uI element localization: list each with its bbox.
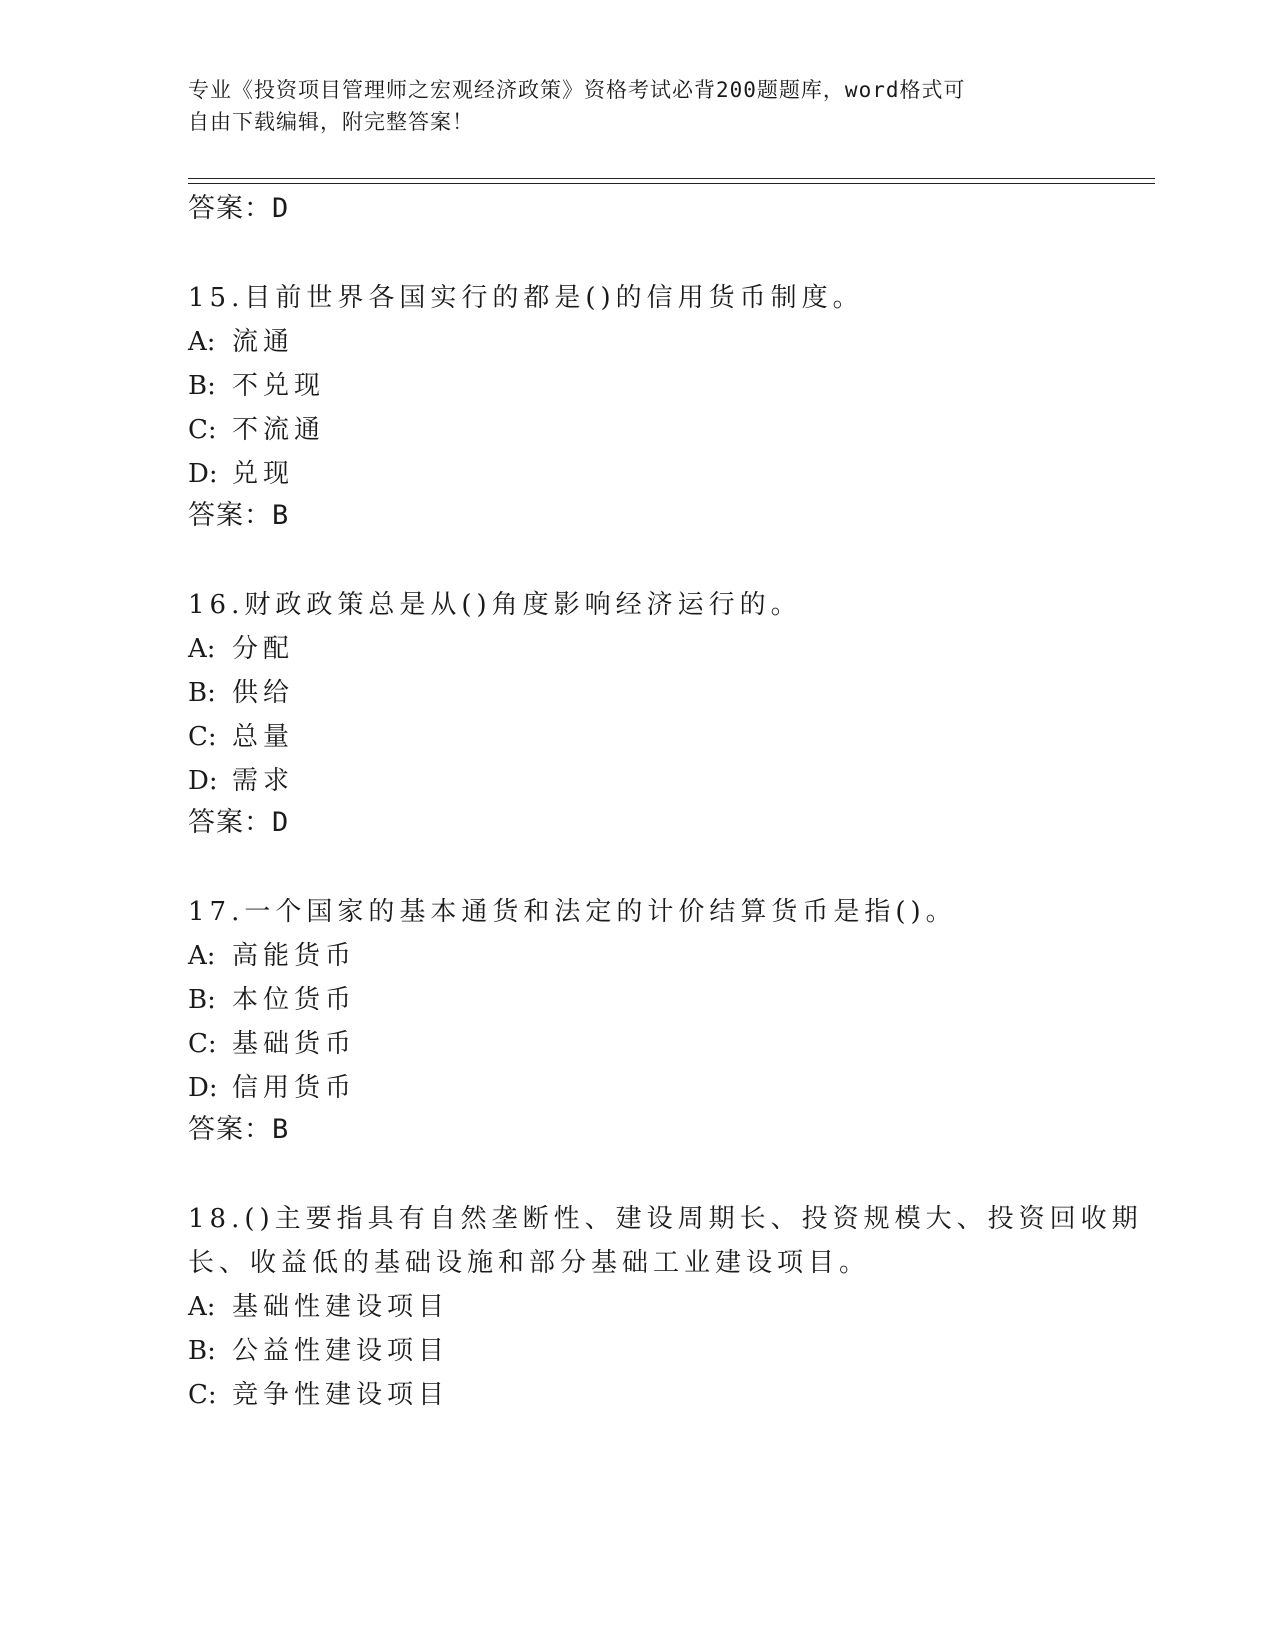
option-c — [188, 413, 325, 447]
option-b — [188, 676, 294, 710]
header-line-1: 专业《投资项目管理师之宏观经济政策》资格考试必背200题题库，word格式可 — [188, 78, 966, 102]
option-a — [188, 325, 294, 359]
answer: 答案：B — [188, 1114, 290, 1145]
option-text: 不流通 — [232, 415, 326, 445]
option-text: 竞争性建设项目 — [232, 1380, 450, 1410]
header-line-2: 自由下载编辑，附完整答案！ — [188, 110, 474, 134]
header-divider-bottom — [188, 183, 1155, 184]
option-text: 分配 — [232, 634, 295, 664]
question-stem: 16.财政政策总是从()角度影响经济运行的。 — [188, 590, 802, 620]
option-text: 流通 — [232, 327, 295, 357]
option-key: D: — [188, 1073, 218, 1103]
option-c — [188, 1027, 356, 1061]
header-divider-top — [188, 178, 1155, 179]
option-text: 兑现 — [232, 459, 295, 489]
option-key: C: — [188, 1029, 217, 1059]
option-text: 供给 — [232, 678, 295, 708]
option-text: 本位货币 — [232, 985, 357, 1015]
option-d — [188, 1071, 356, 1105]
option-key: A: — [188, 1292, 216, 1322]
option-text: 高能货币 — [232, 941, 357, 971]
answer: 答案：B — [188, 500, 290, 531]
option-text: 不兑现 — [232, 371, 326, 401]
option-text: 公益性建设项目 — [232, 1336, 450, 1366]
option-key: B: — [188, 1336, 216, 1366]
option-key: B: — [188, 371, 216, 401]
option-a — [188, 939, 356, 973]
option-d — [188, 764, 294, 798]
question-stem-line-1: 18.()主要指具有自然垄断性、建设周期长、投资规模大、投资回收期 — [188, 1204, 1143, 1234]
option-key: A: — [188, 327, 216, 357]
option-d — [188, 457, 294, 491]
answer: 答案：D — [188, 807, 290, 838]
option-b — [188, 369, 325, 403]
option-b — [188, 983, 356, 1017]
option-key: A: — [188, 941, 216, 971]
option-text: 需求 — [232, 766, 295, 796]
option-text: 信用货币 — [232, 1073, 357, 1103]
option-b — [188, 1334, 449, 1368]
question-stem: 15.目前世界各国实行的都是()的信用货币制度。 — [188, 283, 864, 313]
option-a — [188, 1290, 449, 1324]
option-text: 基础性建设项目 — [232, 1292, 450, 1322]
option-a — [188, 632, 294, 666]
option-key: C: — [188, 415, 217, 445]
document-header — [188, 74, 1068, 138]
option-c — [188, 720, 294, 754]
option-key: B: — [188, 985, 216, 1015]
previous-answer: 答案：D — [188, 193, 290, 224]
question-stem: 17.一个国家的基本通货和法定的计价结算货币是指()。 — [188, 897, 957, 927]
option-c — [188, 1378, 449, 1412]
option-key: C: — [188, 1380, 217, 1410]
question-stem-line-2: 长、收益低的基础设施和部分基础工业建设项目。 — [188, 1248, 871, 1278]
option-text: 总量 — [232, 722, 295, 752]
option-text: 基础货币 — [232, 1029, 357, 1059]
option-key: A: — [188, 634, 216, 664]
option-key: D: — [188, 459, 218, 489]
option-key: C: — [188, 722, 217, 752]
option-key: D: — [188, 766, 218, 796]
option-key: B: — [188, 678, 216, 708]
